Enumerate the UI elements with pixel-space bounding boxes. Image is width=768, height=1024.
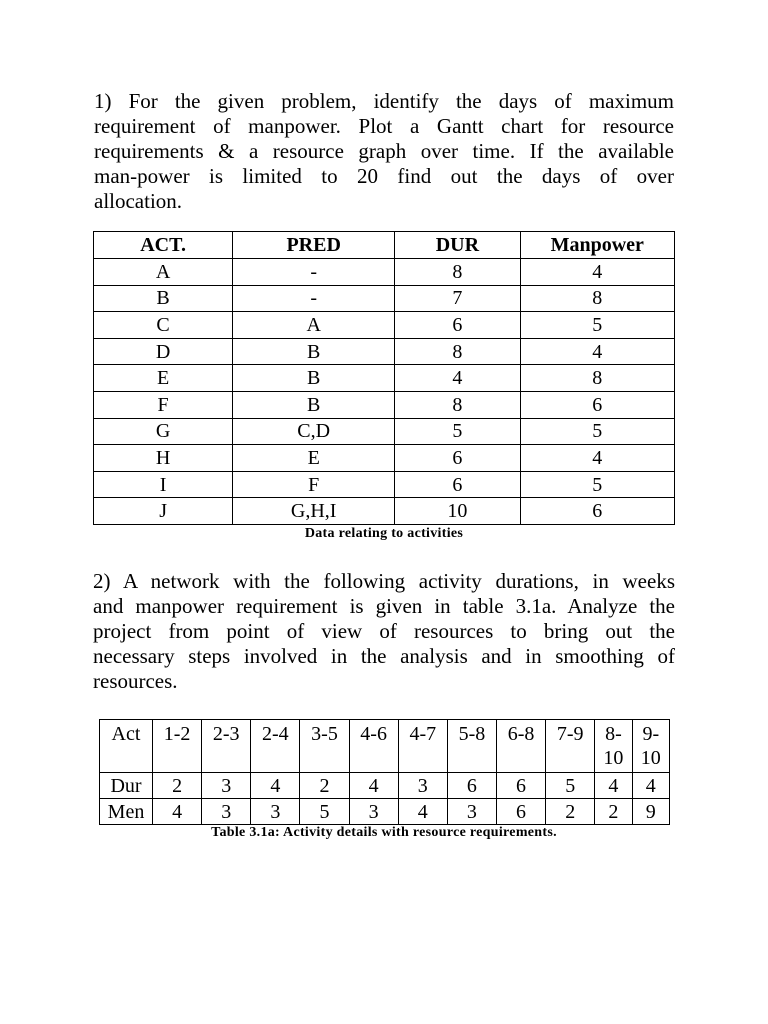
cell-pred: G,H,I (233, 498, 395, 525)
cell-dur: 10 (395, 498, 520, 525)
cell-dur: 8 (395, 338, 520, 365)
column-header-pred: PRED (233, 232, 395, 259)
question-1-line: 1) For the given problem, identify the days of maximum (94, 89, 674, 113)
table-row (100, 799, 670, 825)
table-row (94, 259, 675, 286)
value-cell: 3 (251, 799, 300, 825)
question-1-text (94, 89, 674, 214)
question-2-text (93, 569, 675, 694)
value-cell: 6 (496, 773, 545, 799)
cell-pred: F (233, 471, 395, 498)
question-1-line: man-power is limited to 20 find out the days of over (94, 164, 674, 188)
cell-act: H (94, 445, 233, 472)
activity-header-cell: 2-4 (251, 720, 300, 773)
cell-pred: - (233, 259, 395, 286)
cell-dur: 8 (395, 259, 520, 286)
activity-header-cell: 9- 10 (632, 720, 669, 773)
question-2-line: project from point of view of resources to bring out the (93, 619, 675, 643)
value-cell: 3 (349, 799, 398, 825)
column-header-dur: DUR (395, 232, 520, 259)
table-row (94, 285, 675, 312)
cell-dur: 6 (395, 471, 520, 498)
value-cell: 4 (251, 773, 300, 799)
column-header-manpower: Manpower (520, 232, 675, 259)
value-cell: 4 (398, 799, 447, 825)
column-header-act: ACT. (94, 232, 233, 259)
cell-act: J (94, 498, 233, 525)
cell-act: E (94, 365, 233, 392)
cell-manpower: 5 (520, 312, 675, 339)
cell-act: G (94, 418, 233, 445)
question-1-line: requirement of manpower. Plot a Gantt chart for resource (94, 114, 674, 138)
row-label: Dur (100, 773, 153, 799)
question-2-line: and manpower requirement is given in table 3.1a. Analyze the (93, 594, 675, 618)
cell-dur: 8 (395, 391, 520, 418)
cell-act: A (94, 259, 233, 286)
cell-dur: 5 (395, 418, 520, 445)
value-cell: 4 (153, 799, 202, 825)
value-cell: 4 (349, 773, 398, 799)
activity-data-table (93, 231, 675, 525)
value-cell: 2 (595, 799, 632, 825)
cell-dur: 4 (395, 365, 520, 392)
cell-pred: E (233, 445, 395, 472)
activity-header-cell: 5-8 (447, 720, 496, 773)
cell-pred: - (233, 285, 395, 312)
value-cell: 6 (496, 799, 545, 825)
value-cell: 6 (447, 773, 496, 799)
activity-header-cell: 6-8 (496, 720, 545, 773)
cell-act: I (94, 471, 233, 498)
cell-pred: A (233, 312, 395, 339)
cell-act: B (94, 285, 233, 312)
cell-dur: 7 (395, 285, 520, 312)
value-cell: 3 (202, 773, 251, 799)
question-2-line: 2) A network with the following activity durations, in weeks (93, 569, 675, 593)
cell-act: D (94, 338, 233, 365)
value-cell: 3 (447, 799, 496, 825)
question-2-line: necessary steps involved in the analysis and in smoothing of (93, 644, 675, 668)
cell-manpower: 6 (520, 498, 675, 525)
question-1-line: requirements & a resource graph over time. If the available (94, 139, 674, 163)
table-header-row (100, 720, 670, 773)
value-cell: 5 (300, 799, 349, 825)
table-row (94, 471, 675, 498)
activity-header-cell: 3-5 (300, 720, 349, 773)
cell-dur: 6 (395, 445, 520, 472)
value-cell: 3 (202, 799, 251, 825)
activity-resource-table (99, 719, 670, 825)
table-2-caption: Table 3.1a: Activity details with resource requirements. (211, 825, 557, 840)
row-label-act: Act (100, 720, 153, 773)
activity-header-cell: 4-7 (398, 720, 447, 773)
cell-dur: 6 (395, 312, 520, 339)
value-cell: 2 (153, 773, 202, 799)
cell-act: C (94, 312, 233, 339)
table-row (94, 312, 675, 339)
table-header-row (94, 232, 675, 259)
table-row (94, 391, 675, 418)
cell-pred: B (233, 338, 395, 365)
table-row (94, 365, 675, 392)
question-2-line: resources. (93, 669, 178, 693)
value-cell: 5 (546, 773, 595, 799)
cell-manpower: 5 (520, 418, 675, 445)
cell-manpower: 4 (520, 338, 675, 365)
activity-header-cell: 7-9 (546, 720, 595, 773)
cell-pred: B (233, 391, 395, 418)
question-1-line: allocation. (94, 189, 183, 213)
cell-manpower: 4 (520, 445, 675, 472)
value-cell: 3 (398, 773, 447, 799)
activity-header-cell: 1-2 (153, 720, 202, 773)
cell-pred: B (233, 365, 395, 392)
value-cell: 2 (300, 773, 349, 799)
resource-table-body (100, 720, 670, 825)
row-label: Men (100, 799, 153, 825)
value-cell: 9 (632, 799, 669, 825)
activity-header-cell: 2-3 (202, 720, 251, 773)
table-row (100, 773, 670, 799)
cell-act: F (94, 391, 233, 418)
table-1-caption: Data relating to activities (304, 526, 464, 541)
value-cell: 2 (546, 799, 595, 825)
value-cell: 4 (595, 773, 632, 799)
table-row (94, 338, 675, 365)
activity-table-body (94, 259, 675, 525)
cell-manpower: 8 (520, 365, 675, 392)
cell-pred: C,D (233, 418, 395, 445)
cell-manpower: 6 (520, 391, 675, 418)
table-row (94, 498, 675, 525)
cell-manpower: 4 (520, 259, 675, 286)
table-row (94, 418, 675, 445)
table-row (94, 445, 675, 472)
activity-header-cell: 4-6 (349, 720, 398, 773)
activity-header-cell: 8- 10 (595, 720, 632, 773)
value-cell: 4 (632, 773, 669, 799)
cell-manpower: 8 (520, 285, 675, 312)
cell-manpower: 5 (520, 471, 675, 498)
